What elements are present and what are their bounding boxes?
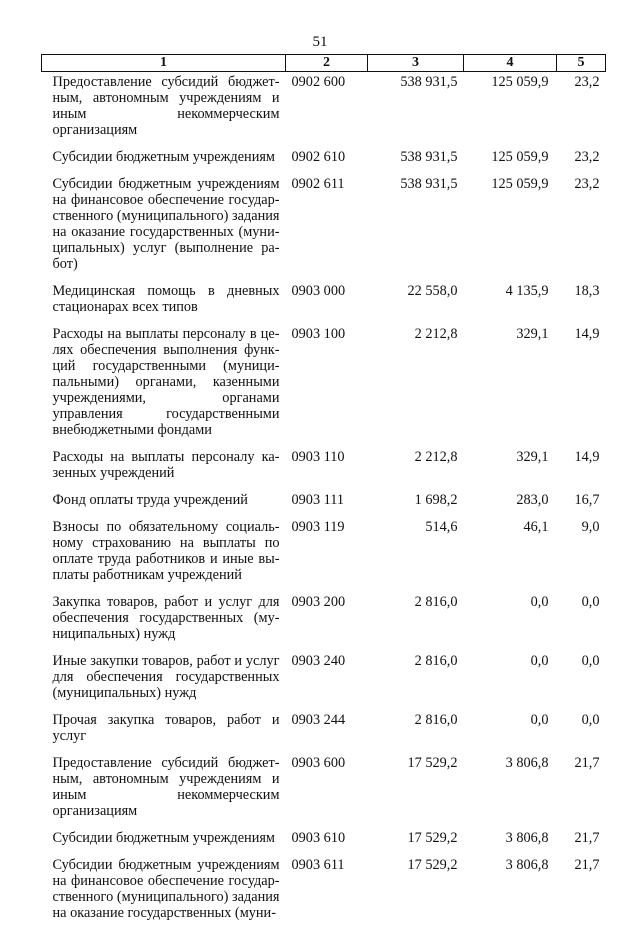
- table-row: [42, 857, 606, 932]
- row-code-cell: 0903 611: [291, 857, 345, 873]
- row-name-cell: Фонд оплаты труда учреждений: [52, 492, 248, 508]
- row-exec-cell: 125 059,9: [491, 149, 549, 165]
- table-row: [42, 72, 606, 150]
- row-plan-cell: 17 529,2: [407, 857, 458, 873]
- row-code-cell: 0902 611: [291, 176, 345, 192]
- row-code-cell: 0903 119: [291, 519, 345, 535]
- row-exec-cell: 3 806,8: [505, 857, 549, 873]
- row-exec-cell: 3 806,8: [505, 755, 549, 771]
- column-header-4: 4: [464, 55, 557, 72]
- table-row: [42, 149, 606, 176]
- row-exec-cell: 329,1: [516, 326, 549, 342]
- column-header-2: 2: [286, 55, 368, 72]
- row-name-cell: Субсидии бюджетным учреждениям: [52, 149, 275, 165]
- column-header-5: 5: [557, 55, 606, 72]
- row-code-cell: 0903 110: [291, 449, 345, 465]
- row-percent-cell: 0,0: [581, 653, 600, 669]
- table-row: [42, 492, 606, 519]
- row-name-cell: Медицинская помощь в дневных стационарах всех типов: [52, 283, 280, 315]
- table-row: [42, 519, 606, 594]
- row-plan-cell: 22 558,0: [407, 283, 458, 299]
- table-row: [42, 830, 606, 857]
- row-plan-cell: 2 816,0: [414, 712, 458, 728]
- table-row: [42, 449, 606, 492]
- row-name-cell: Взносы по обязательному социаль-ному страхованию на выплаты по оплате труда работников и иные вы-платы работникам учреждений: [52, 519, 280, 583]
- row-code-cell: 0902 610: [291, 149, 346, 165]
- table-row: [42, 176, 606, 283]
- row-name-cell: Закупка товаров, работ и услуг для обеспечения государственных (му-ниципальных) нужд: [52, 594, 280, 642]
- row-plan-cell: 538 931,5: [400, 149, 458, 165]
- row-exec-cell: 125 059,9: [491, 176, 549, 192]
- row-percent-cell: 23,2: [574, 176, 600, 192]
- row-percent-cell: 23,2: [574, 149, 600, 165]
- table-row: [42, 653, 606, 712]
- row-percent-cell: 0,0: [581, 712, 600, 728]
- row-name-cell: Субсидии бюджетным учреждениям на финансовое обеспечение государ-ственного (муниципального) задания на оказание государственных (муни-: [52, 857, 280, 921]
- table-header-row: [42, 55, 606, 72]
- row-percent-cell: 0,0: [581, 594, 600, 610]
- column-header-3: 3: [368, 55, 464, 72]
- row-exec-cell: 0,0: [530, 653, 549, 669]
- row-percent-cell: 14,9: [574, 326, 600, 342]
- row-plan-cell: 2 816,0: [414, 594, 458, 610]
- row-exec-cell: 0,0: [530, 712, 549, 728]
- row-percent-cell: 9,0: [581, 519, 600, 535]
- row-name-cell: Расходы на выплаты персоналу ка-зенных учреждений: [52, 449, 280, 481]
- table-row: [42, 326, 606, 449]
- row-percent-cell: 18,3: [574, 283, 600, 299]
- row-name-cell: Предоставление субсидий бюджет-ным, автономным учреждениям и иным некоммерческим организациям: [52, 74, 280, 138]
- row-code-cell: 0903 240: [291, 653, 346, 669]
- row-plan-cell: 538 931,5: [400, 74, 458, 90]
- row-percent-cell: 21,7: [574, 857, 600, 873]
- row-name-cell: Расходы на выплаты персоналу в це-лях обеспечения выполнения функ-ций государственными (муници-пальными) органами, казенными учреждениями, органами управления государственными внебюджетными фондами: [52, 326, 280, 438]
- row-code-cell: 0903 111: [291, 492, 345, 508]
- row-percent-cell: 16,7: [574, 492, 600, 508]
- row-exec-cell: 4 135,9: [505, 283, 549, 299]
- page-number: 51: [312, 34, 328, 50]
- row-percent-cell: 21,7: [574, 755, 600, 771]
- row-code-cell: 0903 000: [291, 283, 346, 299]
- row-plan-cell: 514,6: [425, 519, 458, 535]
- table-row: [42, 712, 606, 755]
- row-code-cell: 0903 610: [291, 830, 346, 846]
- row-plan-cell: 17 529,2: [407, 755, 458, 771]
- table-row: [42, 283, 606, 326]
- row-plan-cell: 538 931,5: [400, 176, 458, 192]
- column-header-1: 1: [42, 55, 286, 72]
- row-name-cell: Предоставление субсидий бюджет-ным, автономным учреждениям и иным некоммерческим организациям: [52, 755, 280, 819]
- row-plan-cell: 2 816,0: [414, 653, 458, 669]
- row-exec-cell: 329,1: [516, 449, 549, 465]
- row-plan-cell: 2 212,8: [414, 449, 458, 465]
- row-plan-cell: 1 698,2: [414, 492, 458, 508]
- row-code-cell: 0903 200: [291, 594, 346, 610]
- row-exec-cell: 46,1: [523, 519, 549, 535]
- row-exec-cell: 283,0: [516, 492, 549, 508]
- row-exec-cell: 0,0: [530, 594, 549, 610]
- row-code-cell: 0903 100: [291, 326, 346, 342]
- row-name-cell: Субсидии бюджетным учреждениям: [52, 830, 275, 846]
- table-row: [42, 594, 606, 653]
- row-name-cell: Субсидии бюджетным учреждениям на финансовое обеспечение государ-ственного (муниципального) задания на оказание государственных (муни-ципальных) услуг (выполнение ра-бот): [52, 176, 280, 272]
- row-percent-cell: 14,9: [574, 449, 600, 465]
- row-name-cell: Прочая закупка товаров, работ и услуг: [52, 712, 280, 744]
- row-exec-cell: 125 059,9: [491, 74, 549, 90]
- row-code-cell: 0902 600: [291, 74, 346, 90]
- row-plan-cell: 2 212,8: [414, 326, 458, 342]
- row-code-cell: 0903 600: [291, 755, 346, 771]
- row-code-cell: 0903 244: [291, 712, 346, 728]
- row-exec-cell: 3 806,8: [505, 830, 549, 846]
- row-plan-cell: 17 529,2: [407, 830, 458, 846]
- row-percent-cell: 23,2: [574, 74, 600, 90]
- row-percent-cell: 21,7: [574, 830, 600, 846]
- budget-table: [41, 54, 606, 932]
- row-name-cell: Иные закупки товаров, работ и услуг для обеспечения государственных (муниципальных) нужд: [52, 653, 280, 701]
- table-row: [42, 755, 606, 830]
